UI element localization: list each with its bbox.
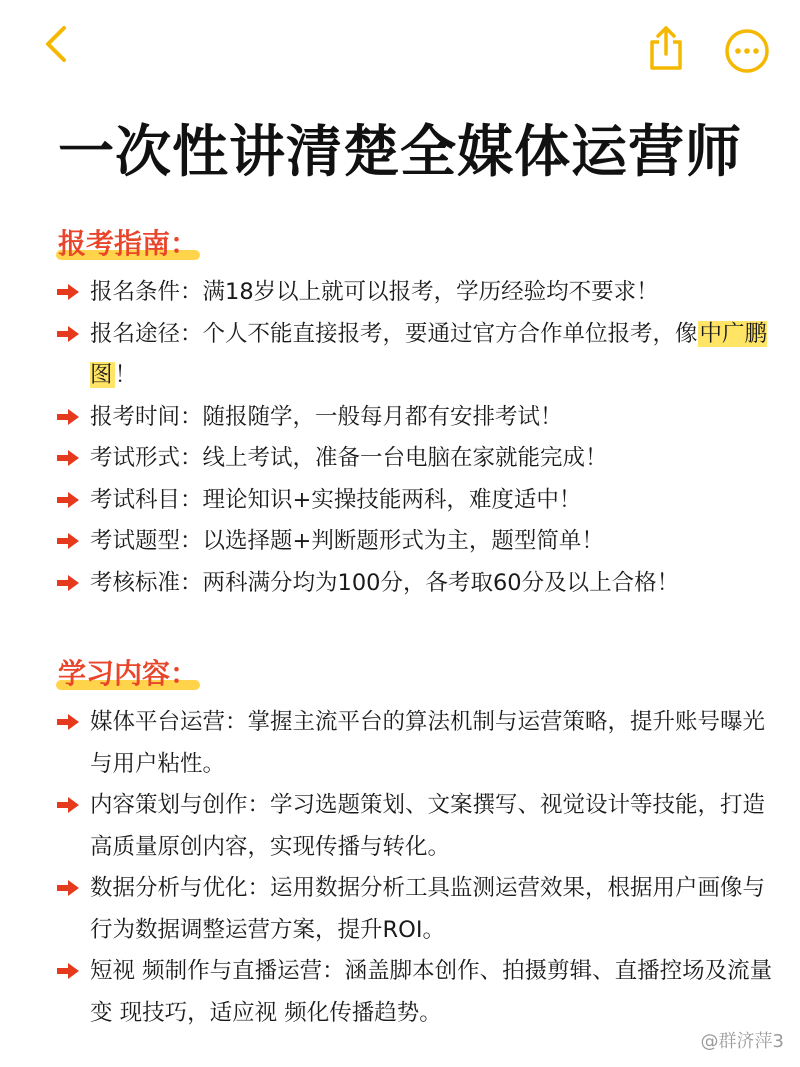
list-item <box>56 951 776 1034</box>
item-text: 考试形式：线上考试，准备一台电脑在家就能完成！ <box>90 445 608 471</box>
item-text: 报名途径：个人不能直接报考，要通过官方合作单位报考，像 <box>90 320 698 347</box>
red-arrow-icon <box>56 574 80 592</box>
item-text: 媒体平台运营：掌握主流平台的算法机制与运营策略，提升账号曝光与用户粘性。 <box>90 709 766 777</box>
red-arrow-icon <box>56 796 80 814</box>
guide-heading: 报考指南： <box>58 227 199 260</box>
list-item <box>56 314 776 397</box>
list-item <box>56 480 776 522</box>
content-section <box>56 652 776 1034</box>
red-arrow-icon <box>56 449 80 467</box>
content-heading: 学习内容： <box>58 657 199 690</box>
red-arrow-icon <box>56 408 80 426</box>
more-dots-icon <box>724 28 770 74</box>
page-title: 一次性讲清楚全媒体运营师 <box>58 120 742 185</box>
list-item <box>56 397 776 439</box>
red-arrow-icon <box>56 962 80 980</box>
guide-section <box>56 222 776 604</box>
red-arrow-icon <box>56 491 80 509</box>
highlight-text: 中广鹏图 <box>90 320 768 388</box>
list-item <box>56 272 776 314</box>
red-arrow-icon <box>56 879 80 897</box>
item-text: 短视 频制作与直播运营：涵盖脚本创作、拍摄剪辑、直播控场及流量变 现技巧，适应视 频化传播趋势。 <box>90 958 773 1026</box>
item-text: 考核标准：两科满分均为100分，各考取60分及以上合格！ <box>90 569 680 596</box>
watermark: @群济萍3 <box>700 1031 784 1052</box>
list-item <box>56 521 776 563</box>
item-text: 报名条件：满18岁以上就可以报考，学历经验均不要求！ <box>90 279 659 305</box>
share-button[interactable] <box>644 24 688 72</box>
guide-list <box>56 272 776 604</box>
list-item <box>56 563 776 605</box>
list-item <box>56 868 776 951</box>
highlight-suffix: ！ <box>114 362 138 388</box>
list-item <box>56 702 776 785</box>
item-text: 报考时间：随报随学，一般每月都有安排考试！ <box>90 403 563 430</box>
top-bar <box>0 0 800 100</box>
list-item <box>56 438 776 480</box>
item-text: 考试科目：理论知识+实操技能两科，难度适中！ <box>90 486 582 513</box>
red-arrow-icon <box>56 325 80 343</box>
content-list <box>56 702 776 1034</box>
red-arrow-icon <box>56 283 80 301</box>
more-button[interactable] <box>724 28 770 74</box>
item-text: 数据分析与优化：运用数据分析工具监测运营效果，根据用户画像与行为数据调整运营方案，提升ROI。 <box>90 875 766 943</box>
item-text: 内容策划与创作：学习选题策划、文案撰写、视觉设计等技能，打造高质量原创内容，实现传播与转化。 <box>90 792 766 860</box>
share-icon <box>644 24 688 72</box>
chevron-left-icon <box>36 22 80 66</box>
list-item <box>56 785 776 868</box>
back-button[interactable] <box>36 22 80 66</box>
item-text: 考试题型：以选择题+判断题形式为主，题型简单！ <box>90 528 604 554</box>
red-arrow-icon <box>56 713 80 731</box>
red-arrow-icon <box>56 532 80 550</box>
